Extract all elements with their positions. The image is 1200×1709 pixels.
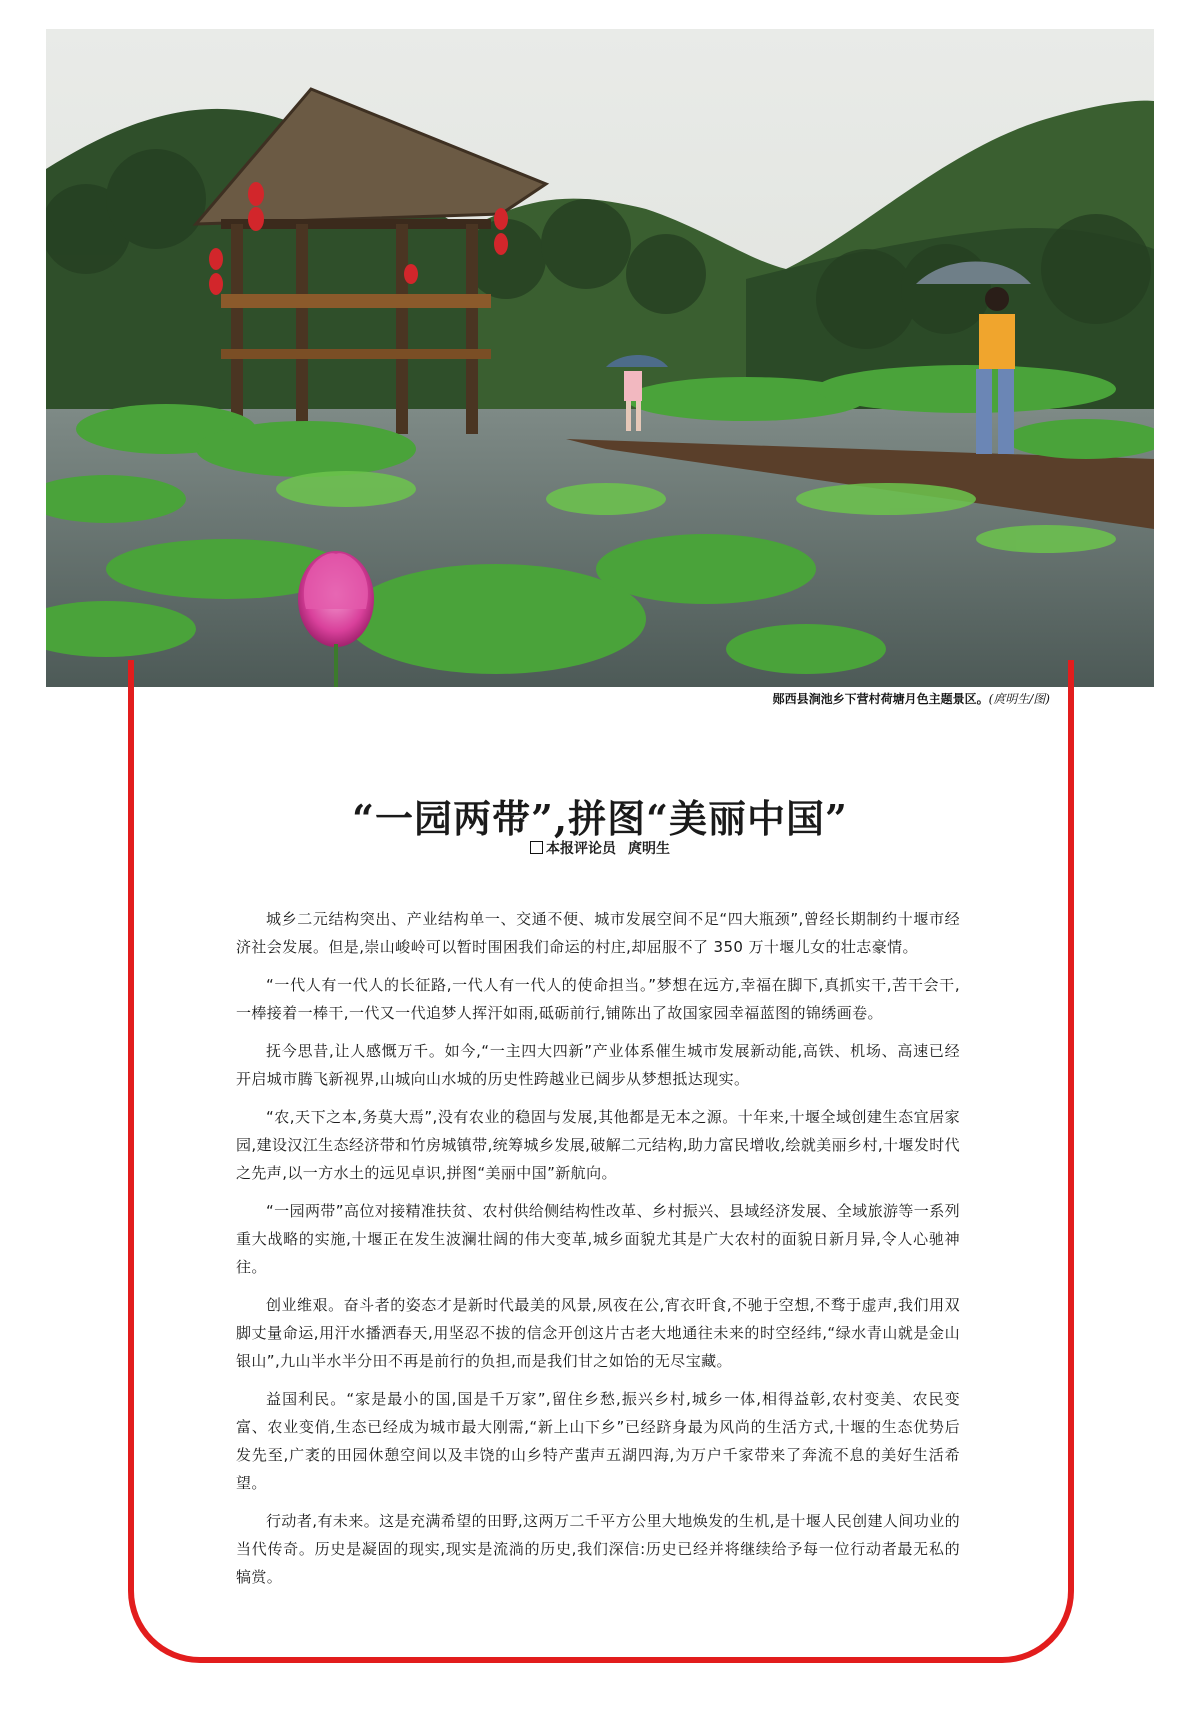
byline <box>200 838 1000 858</box>
byline-role: 本报评论员 <box>546 841 616 857</box>
lotus-pond-photo <box>46 29 1154 687</box>
paragraph: 城乡二元结构突出、产业结构单一、交通不便、城市发展空间不足“四大瓶颈”,曾经长期制约十堰市经济社会发展。但是,崇山峻岭可以暂时围困我们命运的村庄,却屈服不了 350 万十堰儿女的壮志豪情。 <box>236 910 960 956</box>
byline-box-icon <box>530 841 543 854</box>
paragraph: “一代人有一代人的长征路,一代人有一代人的使命担当。”梦想在远方,幸福在脚下,真抓实干,苦干会干,一棒接着一棒干,一代又一代追梦人挥汗如雨,砥砺前行,铺陈出了故国家园幸福蓝图的锦绣画卷。 <box>236 976 960 1022</box>
paragraph: 创业维艰。奋斗者的姿态才是新时代最美的风景,夙夜在公,宵衣旰食,不驰于空想,不骛于虚声,我们用双脚丈量命运,用汗水播洒春天,用坚忍不拔的信念开创这片古老大地通往未来的时空经纬,“绿水青山就是金山银山”,九山半水半分田不再是前行的负担,而是我们甘之如饴的无尽宝藏。 <box>236 1296 960 1370</box>
byline-name: 庹明生 <box>628 841 670 857</box>
paragraph: “一园两带”高位对接精准扶贫、农村供给侧结构性改革、乡村振兴、县域经济发展、全域旅游等一系列重大战略的实施,十堰正在发生波澜壮阔的伟大变革,城乡面貌尤其是广大农村的面貌日新月异,令人心驰神往。 <box>236 1202 960 1276</box>
photo-credit: (庹明生/图) <box>988 692 1050 706</box>
article-headline: “一园两带”,拼图“美丽中国” <box>352 796 848 841</box>
paragraph: “农,天下之本,务莫大焉”,没有农业的稳固与发展,其他都是无本之源。十年来,十堰全域创建生态宜居家园,建设汉江生态经济带和竹房城镇带,统筹城乡发展,破解二元结构,助力富民增收,绘就美丽乡村,十堰发时代之先声,以一方水土的远见卓识,拼图“美丽中国”新航向。 <box>236 1108 961 1182</box>
article-body <box>236 905 960 1601</box>
caption-text: 郧西县涧池乡下营村荷塘月色主题景区。 <box>772 692 989 706</box>
paragraph: 抚今思昔,让人感慨万千。如今,“一主四大四新”产业体系催生城市发展新动能,高铁、机场、高速已经开启城市腾飞新视界,山城向山水城的历史性跨越业已阔步从梦想抵达现实。 <box>236 1042 960 1088</box>
paragraph: 行动者,有未来。这是充满希望的田野,这两万二千平方公里大地焕发的生机,是十堰人民创建人间功业的当代传奇。历史是凝固的现实,现实是流淌的历史,我们深信:历史已经并将继续给予每一位行动者最无私的犒赏。 <box>236 1512 960 1586</box>
paragraph: 益国利民。“家是最小的国,国是千万家”,留住乡愁,振兴乡村,城乡一体,相得益彰,农村变美、农民变富、农业变俏,生态已经成为城市最大刚需,“新上山下乡”已经跻身最为风尚的生活方式,十堰的生态优势后发先至,广袤的田园休憩空间以及丰饶的山乡特产蜚声五湖四海,为万户千家带来了奔流不息的美好生活希望。 <box>236 1390 960 1492</box>
